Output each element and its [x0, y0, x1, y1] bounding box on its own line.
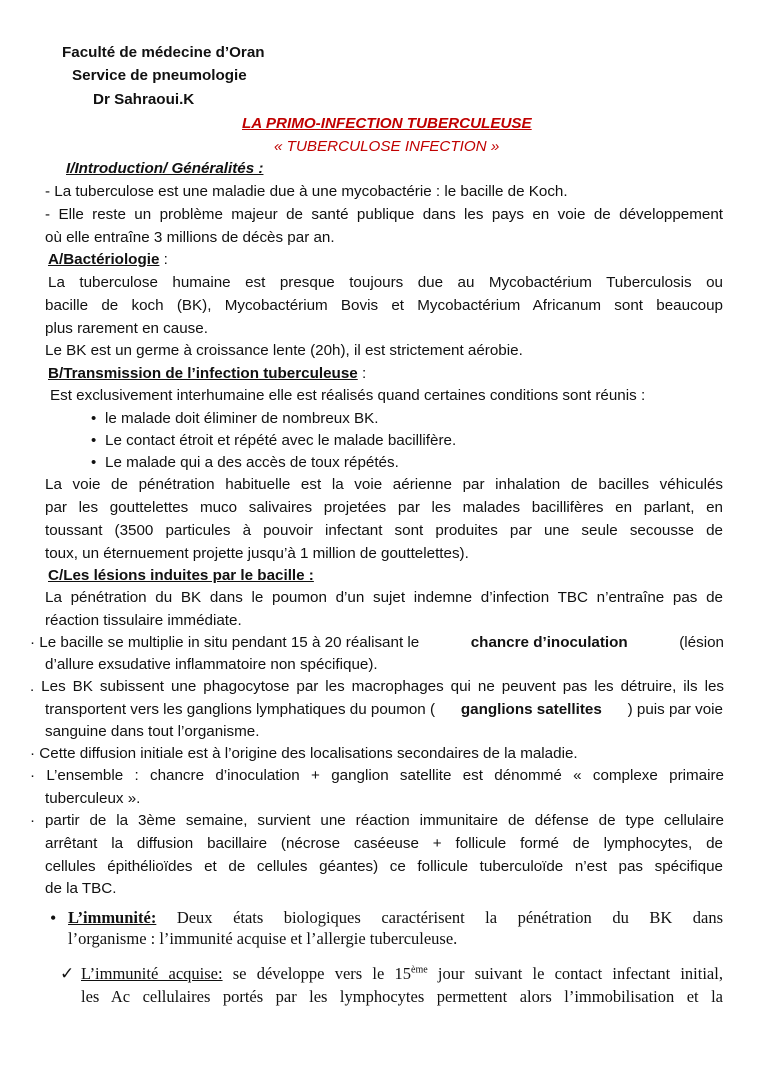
immunity-heading: L’immunité:	[68, 908, 157, 927]
lesions-item-2-line-1: . Les BK subissent une phagocytose par les macrophages qui ne peuvent pas les détruire, ils les	[30, 678, 724, 695]
checkmark-icon: ✓	[60, 964, 75, 983]
lesions-item-1c: (lésion	[679, 634, 724, 651]
lesions-item-5-line-2: arrêtant la diffusion bacillaire (nécrose caséeuse + follicule formé de lymphocytes, de	[45, 835, 723, 852]
section-heading-intro: I/Introduction/ Généralités :	[66, 160, 264, 177]
acquired-immunity-text-b: jour suivant le contact infectant initial,	[427, 964, 723, 983]
transmission-para-line-4a: toux,	[45, 545, 78, 562]
lesions-item-4-line-2: tuberculeux ».	[45, 790, 141, 807]
transmission-para-line-1: La voie de pénétration habituelle est la voie aérienne par inhalation de bacilles véhiculés	[45, 476, 723, 493]
intro-line-3: où elle entraîne 3 millions de décès par an.	[45, 229, 335, 246]
lesions-item-1-bold: chancre d’inoculation	[470, 634, 628, 651]
acquired-immunity-line-1	[81, 964, 723, 984]
lesions-item-2b: transportent vers les ganglions lymphatiques du poumon (	[45, 701, 436, 718]
transmission-bullet-2: Le contact étroit et répété avec le malade bacillifère.	[105, 432, 457, 449]
transmission-para-line-3: toussant (3500 particules à pouvoir infectant sont produites par une seule secousse de	[45, 522, 723, 539]
transmission-para-line-4	[45, 544, 469, 564]
transmission-heading-text: B/Transmission de l’infection tuberculeuse	[48, 365, 358, 382]
acquired-immunity-sup: ème	[411, 964, 428, 976]
intro-line-2: - Elle reste un problème majeur de santé publique dans les pays en voie de développement	[45, 206, 723, 223]
lesions-item-2d: ) puis par voie	[627, 701, 723, 718]
immunity-line-2: l’organisme : l’immunité acquise et l’allergie tuberculeuse.	[68, 929, 458, 948]
lesions-line-1: La pénétration du BK dans le poumon d’un sujet indemne d’infection TBC n’entraîne pas de	[45, 589, 723, 606]
immunity-line-1	[68, 908, 723, 928]
transmission-intro: Est exclusivement interhumaine elle est réalisés quand certaines conditions sont réunis :	[50, 387, 646, 404]
lesions-item-3: · Cette diffusion initiale est à l’origine des localisations secondaires de la maladie.	[30, 745, 578, 762]
bacterio-heading-text: A/Bactériologie	[48, 251, 160, 268]
doctor-name: Dr Sahraoui.K	[93, 91, 195, 108]
lesions-line-2: réaction tissulaire immédiate.	[45, 612, 242, 629]
bacterio-line-3: plus rarement en cause.	[45, 320, 208, 337]
section-heading-transmission	[48, 364, 366, 384]
lesions-item-5-line-3: cellules épithélioïdes et de cellules géantes) ce follicule tuberculoïde n’est pas spécifique	[45, 858, 723, 875]
lesions-item-2-bold: ganglions satellites	[460, 701, 602, 718]
lesions-item-5-line-4: de la TBC.	[45, 880, 117, 897]
lesions-item-1a: · Le bacille se multiplie in situ pendant 15 à 20 réalisant le	[30, 634, 420, 651]
transmission-para-line-4b: un éternuement projette jusqu’à 1 million de gouttelettes).	[77, 545, 469, 562]
lesions-item-5-line-1: · partir de la 3ème semaine, survient une réaction immunitaire de défense de type cellulaire	[30, 812, 724, 829]
bacterio-line-2: bacille de koch (BK), Mycobactérium Bovis et Mycobactérium Africanum sont beaucoup	[45, 297, 723, 314]
section-heading-bacterio	[48, 250, 168, 270]
bullet-dot: •	[91, 432, 97, 449]
bullet-dot: •	[91, 410, 97, 427]
section-heading-lesions: C/Les lésions induites par le bacille :	[48, 567, 314, 584]
lesions-item-2-line-3: sanguine dans tout l’organisme.	[45, 723, 260, 740]
immunity-bullet: •	[50, 908, 57, 928]
lesions-item-4-line-1: · L’ensemble : chancre d’inoculation + ganglion satellite est dénommé « complexe primaire	[30, 767, 724, 784]
document-subtitle: « TUBERCULOSE INFECTION »	[274, 138, 500, 155]
bullet-dot: •	[91, 454, 97, 471]
intro-line-1: - La tuberculose est une maladie due à une mycobactérie : le bacille de Koch.	[45, 183, 568, 200]
immunity-line-1-text: Deux états biologiques caractérisent la pénétration du BK dans	[156, 908, 723, 927]
bacterio-line-1: La tuberculose humaine est presque toujours due au Mycobactérium Tuberculosis ou	[48, 274, 723, 291]
transmission-bullet-3: Le malade qui a des accès de toux répétés.	[105, 454, 399, 471]
bacterio-line-4: Le BK est un germe à croissance lente (20h), il est strictement aérobie.	[45, 342, 523, 359]
transmission-bullet-1: le malade doit éliminer de nombreux BK.	[105, 410, 379, 427]
lesions-item-2-line-2	[45, 700, 723, 720]
document-title: LA PRIMO-INFECTION TUBERCULEUSE	[242, 115, 532, 132]
faculty-name: Faculté de médecine d’Oran	[62, 44, 265, 61]
lesions-item-1-line-1	[30, 633, 724, 653]
acquired-immunity-text-a: se développe vers le 15	[222, 964, 411, 983]
transmission-para-line-2: par les gouttelettes muco salivaires projetées par les malades bacillifères en parlant, en	[45, 499, 723, 516]
lesions-item-1-line-2: d’allure exsudative inflammatoire non spécifique).	[45, 656, 378, 673]
transmission-heading-colon: :	[357, 365, 367, 382]
service-name: Service de pneumologie	[72, 67, 247, 84]
bacterio-heading-colon: :	[159, 251, 168, 268]
acquired-immunity-heading: L’immunité acquise:	[81, 964, 223, 983]
acquired-immunity-line-2: les Ac cellulaires portés par les lymphocytes permettent alors l’immobilisation et la	[81, 987, 723, 1006]
